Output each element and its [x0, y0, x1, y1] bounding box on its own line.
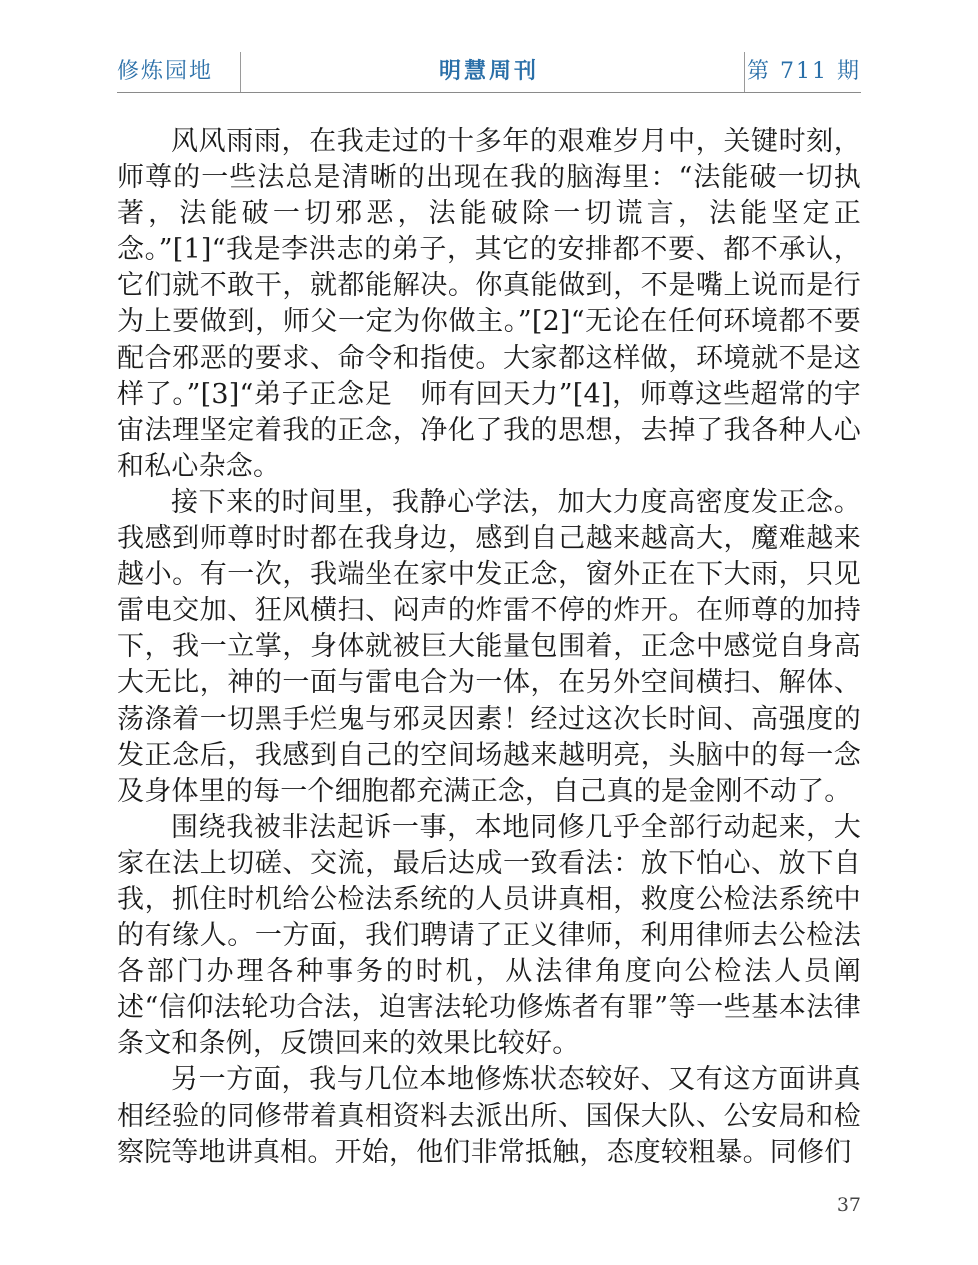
publication-title: 明慧周刊: [438, 58, 539, 84]
header-rule: [117, 92, 861, 93]
paragraph: 另一方面，我与几位本地修炼状态较好、又有这方面讲真相经验的同修带着真相资料去派出所、国保大队、公安局和检察院等地讲真相。开始，他们非常抵触，态度较粗暴。同修们: [117, 1064, 861, 1168]
header-divider-right: [744, 52, 745, 92]
paragraph: 围绕我被非法起诉一事，本地同修几乎全部行动起来，大家在法上切磋、交流，最后达成一致看法：放下怕心、放下自我，抓住时机给公检法系统的人员讲真相，救度公检法系统中的有缘人。一方面，我们聘请了正义律师，利用律师去公检法各部门办理各种事务的时机，从法律角度向公检法人员阐述“信仰法轮功合法，迫害法轮功修炼者有罪”等一些基本法律条文和条例，反馈回来的效果比较好。: [117, 811, 861, 1060]
running-header: [117, 50, 861, 94]
page-number: 37: [836, 1194, 861, 1216]
paragraph: 风风雨雨，在我走过的十多年的艰难岁月中，关键时刻，师尊的一些法总是清晰的出现在我的脑海里：“法能破一切执著，法能破一切邪恶，法能破除一切谎言，法能坚定正念。”[1]“我是李洪志的弟子，其它的安排都不要、都不承认，它们就不敢干，就都能解决。你真能做到，不是嘴上说而是行为上要做到，师父一定为你做主。”[2]“无论在任何环境都不要配合邪恶的要求、命令和指使。大家都这样做，环境就不是这样了。”[3]“弟子正念足 师有回天力”[4]，师尊这些超常的宇宙法理坚定着我的正念，净化了我的思想，去掉了我各种人心和私心杂念。: [117, 126, 861, 482]
article-body: [117, 124, 861, 1171]
section-title: 修炼园地: [117, 59, 214, 84]
paragraph: 接下来的时间里，我静心学法，加大力度高密度发正念。我感到师尊时时都在我身边，感到自己越来越高大，魔难越来越小。有一次，我端坐在家中发正念，窗外正在下大雨，只见雷电交加、狂风横扫、闷声的炸雷不停的炸开。在师尊的加持下，我一立掌，身体就被巨大能量包围着，正念中感觉自身高大无比，神的一面与雷电合为一体，在另外空间横扫、解体、荡涤着一切黑手烂鬼与邪灵因素！经过这次长时间、高强度的发正念后，我感到自己的空间场越来越明亮，头脑中的每一念及身体里的每一个细胞都充满正念，自己真的是金刚不动了。: [117, 486, 861, 807]
issue-number: 第 711 期: [747, 59, 861, 84]
